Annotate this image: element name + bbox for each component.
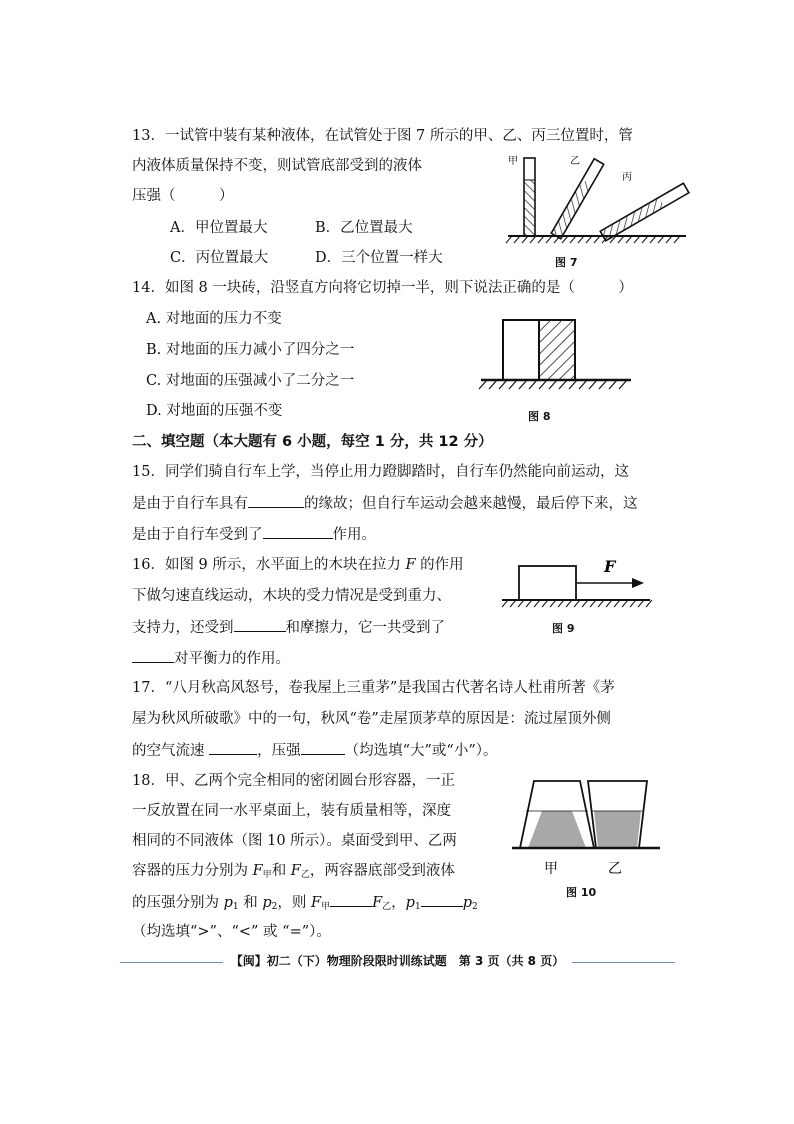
q18-sub-yi: 乙: [300, 870, 310, 880]
fig9-force-label: F: [604, 557, 616, 576]
q18-sub-jia-2: 甲: [321, 902, 331, 912]
q18-line3: 相同的不同液体（图 10 所示）。桌面受到甲、乙两: [132, 833, 457, 849]
q18-he: 和: [271, 863, 291, 879]
q16-force-symbol: F: [405, 557, 416, 573]
q13-line2: 内液体质量保持不变，则试管底部受到的液体: [132, 158, 422, 174]
q18-sub-jia: 甲: [262, 870, 272, 880]
q18-line1: 18．甲、乙两个完全相同的密闭圆台形容器，一正: [132, 773, 455, 789]
q17-blank-2[interactable]: [301, 740, 345, 755]
figure-9: [498, 552, 658, 612]
q15-line2-b: 的缘故；但自行车运动会越来越慢，最后停下来，这: [304, 496, 638, 512]
q18-sub-yi-2: 乙: [382, 902, 392, 912]
q18-p1: p: [223, 895, 233, 911]
q18-sub-1: 1: [232, 902, 239, 912]
q16-line3: [132, 617, 445, 638]
q18-p2: p: [262, 895, 272, 911]
q14-line1: 14．如图 8 一块砖，沿竖直方向将它切掉一半，则下说法正确的是（ ）: [132, 280, 633, 296]
q18-line2: 一反放置在同一水平桌面上，装有质量相等，深度: [132, 803, 451, 819]
q13-line1: 13．一试管中装有某种液体，在试管处于图 7 所示的甲、乙、丙三位置时，管: [132, 128, 633, 144]
q18-F-yi-2: F: [372, 895, 383, 911]
q13-line3: 压强（ ）: [132, 188, 234, 204]
figure-7: [500, 150, 690, 250]
q18-line4-a: 容器的压力分别为: [132, 863, 253, 879]
q15-blank-2[interactable]: [263, 524, 333, 539]
q18-line4: [132, 861, 455, 885]
q17-line3-b: ，压强: [257, 743, 301, 759]
q13-option-b: B．乙位置最大: [315, 220, 413, 236]
footer-text: 【闽】初二（下）物理阶段限时训练试题 第 3 页（共 8 页）: [223, 954, 572, 968]
q18-line5-b: ，则: [277, 895, 311, 911]
q16-line1-b: 的作用: [415, 557, 464, 573]
figure-10-caption: 图 10: [566, 886, 597, 899]
figure-10: [512, 775, 662, 881]
fig10-label-yi: 乙: [608, 861, 622, 877]
q16-line1: [132, 555, 464, 575]
q18-F-jia: F: [252, 863, 263, 879]
q14-option-c: C. 对地面的压强减小了二分之一: [146, 373, 355, 389]
page-footer: [120, 952, 675, 972]
q18-line5: [132, 892, 478, 917]
q13-option-d: D．三个位置一样大: [315, 250, 443, 266]
q18-line6: （均选填“>”、“<” 或 “=”）。: [132, 924, 331, 940]
q14-option-a: A. 对地面的压力不变: [146, 311, 282, 327]
q14-option-b: B. 对地面的压力减小了四分之一: [146, 342, 355, 358]
fig7-label-bing: 丙: [622, 172, 632, 183]
q15-line3-b: 作用。: [332, 527, 376, 543]
q18-p1-2: p: [405, 895, 415, 911]
q13-option-c: C．丙位置最大: [170, 250, 269, 266]
q15-line3: [132, 524, 376, 545]
q18-line5-a: 的压强分别为: [132, 895, 224, 911]
q15-line2-a: 是由于自行车具有: [132, 496, 248, 512]
q17-line3: [132, 740, 498, 761]
q17-line1: 17．“八月秋高风怒号，卷我屋上三重茅”是我国古代著名诗人杜甫所著《茅: [132, 680, 615, 696]
q17-line2: 屋为秋风所破歌》中的一句，秋风“卷”走屋顶茅草的原因是：流过屋顶外侧: [132, 711, 611, 727]
q17-blank-1[interactable]: [209, 740, 257, 755]
figure-8: [475, 316, 635, 396]
figure-8-caption: 图 8: [528, 410, 551, 423]
q18-blank-2[interactable]: [421, 892, 463, 907]
q13-option-a: A．甲位置最大: [170, 220, 268, 236]
footer-text-wrap: [120, 952, 675, 969]
q16-line3-b: 和摩擦力，它一共受到了: [285, 620, 445, 636]
q17-line3-a: 的空气流速: [132, 743, 210, 759]
q15-line1: 15．同学们骑自行车上学，当停止用力蹬脚踏时，自行车仍然能向前运动，这: [132, 464, 629, 480]
q16-line1-a: 16．如图 9 所示，水平面上的木块在拉力: [132, 557, 406, 573]
q16-blank-2[interactable]: [132, 648, 174, 663]
fig7-label-yi: 乙: [570, 156, 580, 167]
q16-blank-1[interactable]: [234, 617, 286, 632]
q17-line3-c: （均选填“大”或“小”）。: [344, 743, 498, 759]
figure-7-caption: 图 7: [555, 256, 578, 269]
figure-9-caption: 图 9: [552, 622, 575, 635]
q18-sub-2-2: 2: [471, 902, 478, 912]
q16-line2: 下做匀速直线运动，木块的受力情况是受到重力、: [132, 588, 451, 604]
q15-line3-a: 是由于自行车受到了: [132, 527, 263, 543]
q18-line4-b: ，两容器底部受到液体: [309, 863, 455, 879]
q18-he2: 和: [238, 895, 263, 911]
fig7-label-jia: 甲: [508, 156, 518, 167]
q18-F-jia-2: F: [311, 895, 322, 911]
q18-sub-2: 2: [271, 902, 278, 912]
q15-blank-1[interactable]: [248, 493, 304, 508]
q16-line4: [132, 648, 290, 669]
q15-line2: [132, 493, 638, 514]
section-2-title: 二、填空题（本大题有 6 小题，每空 1 分，共 12 分）: [132, 434, 493, 450]
q18-p2-2: p: [462, 895, 472, 911]
q18-sep: ，: [391, 895, 406, 911]
q18-blank-1[interactable]: [330, 892, 372, 907]
q18-F-yi: F: [290, 863, 301, 879]
q18-sub-1-2: 1: [414, 902, 421, 912]
q14-option-d: D. 对地面的压强不变: [146, 403, 283, 419]
fig10-label-jia: 甲: [544, 861, 558, 877]
q16-line4-b: 对平衡力的作用。: [174, 651, 290, 667]
q16-line3-a: 支持力，还受到: [132, 620, 234, 636]
